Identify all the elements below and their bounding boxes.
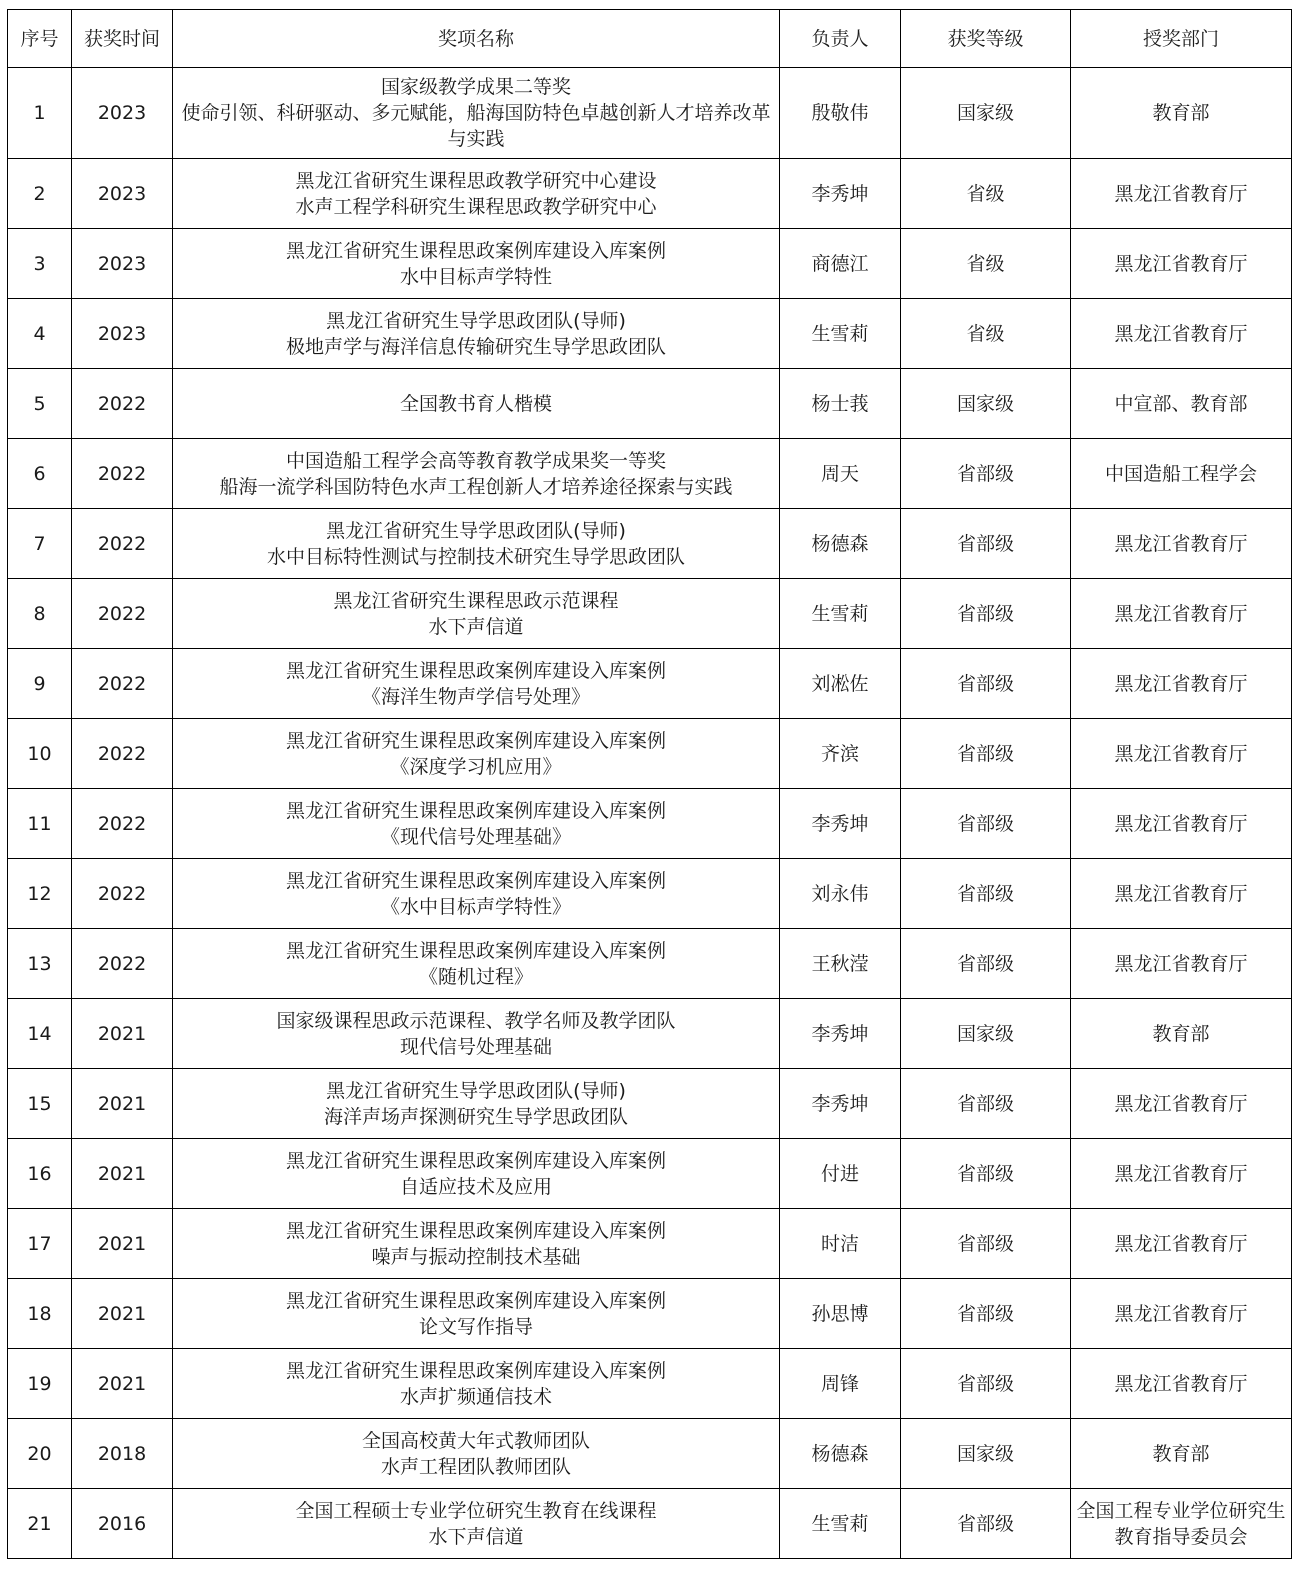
award-name-line: 黑龙江省研究生课程思政案例库建设入库案例	[285, 1149, 666, 1172]
cell-person: 王秋滢	[780, 929, 901, 999]
table-row	[8, 439, 1292, 509]
cell-level: 国家级	[901, 369, 1071, 439]
cell-year: 2016	[72, 1489, 173, 1559]
cell-department: 黑龙江省教育厅	[1071, 579, 1292, 649]
cell-year: 2022	[72, 649, 173, 719]
table-row	[8, 579, 1292, 649]
table-body	[8, 68, 1292, 1559]
header-person: 负责人	[780, 10, 901, 68]
cell-index: 11	[8, 789, 72, 859]
award-name-line: 黑龙江省研究生导学思政团队(导师)	[326, 1079, 626, 1102]
cell-year: 2022	[72, 719, 173, 789]
cell-level: 省部级	[901, 1139, 1071, 1209]
award-name-line: 黑龙江省研究生课程思政案例库建设入库案例	[285, 729, 666, 752]
cell-department: 黑龙江省教育厅	[1071, 649, 1292, 719]
cell-index: 6	[8, 439, 72, 509]
cell-department: 黑龙江省教育厅	[1071, 229, 1292, 299]
award-name-line: 自适应技术及应用	[399, 1175, 552, 1198]
cell-award-name	[173, 999, 780, 1069]
cell-department: 黑龙江省教育厅	[1071, 509, 1292, 579]
cell-person: 李秀坤	[780, 789, 901, 859]
cell-year: 2022	[72, 439, 173, 509]
cell-index: 7	[8, 509, 72, 579]
cell-award-name	[173, 859, 780, 929]
cell-level: 省部级	[901, 929, 1071, 999]
cell-person: 杨德森	[780, 509, 901, 579]
table-row	[8, 1209, 1292, 1279]
cell-department: 黑龙江省教育厅	[1071, 929, 1292, 999]
award-name-line: 水声扩频通信技术	[399, 1385, 552, 1408]
cell-index: 2	[8, 159, 72, 229]
cell-department: 中宣部、教育部	[1071, 369, 1292, 439]
cell-index: 13	[8, 929, 72, 999]
cell-person: 李秀坤	[780, 159, 901, 229]
cell-index: 3	[8, 229, 72, 299]
header-department: 授奖部门	[1071, 10, 1292, 68]
cell-award-name	[173, 299, 780, 369]
cell-award-name	[173, 1279, 780, 1349]
table-row	[8, 1419, 1292, 1489]
award-name-line: 《水中目标声学特性》	[380, 895, 571, 918]
table-row	[8, 789, 1292, 859]
cell-department: 黑龙江省教育厅	[1071, 1139, 1292, 1209]
cell-department: 黑龙江省教育厅	[1071, 159, 1292, 229]
table-row	[8, 229, 1292, 299]
cell-person: 殷敬伟	[780, 68, 901, 159]
table-row	[8, 719, 1292, 789]
cell-index: 4	[8, 299, 72, 369]
cell-award-name	[173, 229, 780, 299]
cell-department: 教育部	[1071, 68, 1292, 159]
award-name-line: 海洋声场声探测研究生导学思政团队	[323, 1105, 628, 1128]
table-row	[8, 159, 1292, 229]
cell-level: 省级	[901, 299, 1071, 369]
cell-index: 15	[8, 1069, 72, 1139]
award-name-line: 使命引领、科研驱动、多元赋能，船海国防特色卓越创新人才培养改革与实践	[181, 102, 771, 150]
cell-person: 付进	[780, 1139, 901, 1209]
cell-department: 黑龙江省教育厅	[1071, 719, 1292, 789]
cell-year: 2018	[72, 1419, 173, 1489]
cell-year: 2023	[72, 229, 173, 299]
cell-award-name	[173, 649, 780, 719]
cell-year: 2022	[72, 789, 173, 859]
cell-person: 李秀坤	[780, 1069, 901, 1139]
cell-level: 省部级	[901, 1209, 1071, 1279]
award-name-line: 黑龙江省研究生课程思政案例库建设入库案例	[285, 659, 666, 682]
cell-award-name	[173, 719, 780, 789]
awards-table	[7, 9, 1292, 1559]
cell-level: 省部级	[901, 1279, 1071, 1349]
header-year: 获奖时间	[72, 10, 173, 68]
cell-level: 省部级	[901, 719, 1071, 789]
cell-award-name	[173, 1419, 780, 1489]
award-name-line: 黑龙江省研究生课程思政教学研究中心建设	[295, 169, 657, 192]
cell-department: 黑龙江省教育厅	[1071, 1069, 1292, 1139]
cell-person: 孙思博	[780, 1279, 901, 1349]
cell-year: 2022	[72, 369, 173, 439]
cell-index: 12	[8, 859, 72, 929]
cell-person: 周天	[780, 439, 901, 509]
cell-year: 2021	[72, 999, 173, 1069]
cell-person: 商德江	[780, 229, 901, 299]
cell-year: 2023	[72, 68, 173, 159]
cell-department: 教育部	[1071, 999, 1292, 1069]
table-header-row	[8, 10, 1292, 68]
table-row	[8, 1069, 1292, 1139]
cell-department: 黑龙江省教育厅	[1071, 859, 1292, 929]
award-name-line: 船海一流学科国防特色水声工程创新人才培养途径探索与实践	[219, 475, 733, 498]
cell-level: 国家级	[901, 1419, 1071, 1489]
cell-person: 生雪莉	[780, 299, 901, 369]
award-name-line: 国家级教学成果二等奖	[380, 76, 571, 98]
award-name-line: 论文写作指导	[418, 1315, 533, 1338]
cell-year: 2023	[72, 299, 173, 369]
cell-department: 黑龙江省教育厅	[1071, 1209, 1292, 1279]
award-name-line: 国家级课程思政示范课程、教学名师及教学团队	[276, 1009, 676, 1032]
cell-award-name	[173, 1349, 780, 1419]
cell-department: 黑龙江省教育厅	[1071, 299, 1292, 369]
award-name-line: 极地声学与海洋信息传输研究生导学思政团队	[285, 335, 666, 358]
award-name-line: 《现代信号处理基础》	[380, 825, 571, 848]
cell-person: 生雪莉	[780, 579, 901, 649]
cell-award-name	[173, 1209, 780, 1279]
cell-year: 2023	[72, 159, 173, 229]
cell-level: 省部级	[901, 509, 1071, 579]
award-name-line: 黑龙江省研究生课程思政案例库建设入库案例	[285, 239, 666, 262]
table-row	[8, 509, 1292, 579]
cell-year: 2021	[72, 1069, 173, 1139]
cell-level: 国家级	[901, 999, 1071, 1069]
award-name-line: 《海洋生物声学信号处理》	[361, 685, 590, 708]
cell-award-name	[173, 1489, 780, 1559]
cell-award-name	[173, 509, 780, 579]
table-row	[8, 859, 1292, 929]
cell-year: 2021	[72, 1209, 173, 1279]
cell-index: 19	[8, 1349, 72, 1419]
cell-department: 黑龙江省教育厅	[1071, 1279, 1292, 1349]
award-name-line: 噪声与振动控制技术基础	[371, 1245, 581, 1268]
cell-person: 时洁	[780, 1209, 901, 1279]
table-row	[8, 649, 1292, 719]
award-name-line: 全国教书育人楷模	[399, 392, 552, 415]
cell-index: 9	[8, 649, 72, 719]
table-row	[8, 929, 1292, 999]
cell-department: 教育部	[1071, 1419, 1292, 1489]
cell-person: 生雪莉	[780, 1489, 901, 1559]
table-row	[8, 369, 1292, 439]
cell-year: 2021	[72, 1279, 173, 1349]
award-name-line: 黑龙江省研究生导学思政团队(导师)	[326, 309, 626, 332]
cell-index: 17	[8, 1209, 72, 1279]
cell-index: 18	[8, 1279, 72, 1349]
cell-year: 2022	[72, 579, 173, 649]
award-name-line: 黑龙江省研究生课程思政案例库建设入库案例	[285, 939, 666, 962]
cell-index: 20	[8, 1419, 72, 1489]
award-name-line: 全国高校黄大年式教师团队	[361, 1429, 590, 1452]
cell-award-name	[173, 789, 780, 859]
award-name-line: 黑龙江省研究生课程思政案例库建设入库案例	[285, 1219, 666, 1242]
cell-level: 省级	[901, 229, 1071, 299]
cell-index: 16	[8, 1139, 72, 1209]
table-row	[8, 299, 1292, 369]
table-row	[8, 999, 1292, 1069]
award-name-line: 黑龙江省研究生课程思政案例库建设入库案例	[285, 1289, 666, 1312]
table-row	[8, 1139, 1292, 1209]
cell-person: 杨士莪	[780, 369, 901, 439]
award-name-line: 中国造船工程学会高等教育教学成果奖一等奖	[285, 449, 666, 472]
award-name-line: 黑龙江省研究生导学思政团队(导师)	[326, 519, 626, 542]
cell-index: 5	[8, 369, 72, 439]
header-index: 序号	[8, 10, 72, 68]
award-name-line: 黑龙江省研究生课程思政案例库建设入库案例	[285, 799, 666, 822]
award-name-line: 黑龙江省研究生课程思政示范课程	[333, 589, 619, 612]
table-row	[8, 1349, 1292, 1419]
cell-department: 全国工程专业学位研究生教育指导委员会	[1071, 1489, 1292, 1559]
cell-level: 省级	[901, 159, 1071, 229]
cell-person: 刘永伟	[780, 859, 901, 929]
header-level: 获奖等级	[901, 10, 1071, 68]
cell-index: 10	[8, 719, 72, 789]
award-name-line: 《深度学习机应用》	[390, 755, 562, 778]
award-name-line: 黑龙江省研究生课程思政案例库建设入库案例	[285, 1359, 666, 1382]
table-row	[8, 68, 1292, 159]
award-name-line: 水下声信道	[428, 615, 524, 638]
cell-award-name	[173, 929, 780, 999]
cell-year: 2021	[72, 1139, 173, 1209]
cell-index: 14	[8, 999, 72, 1069]
cell-person: 李秀坤	[780, 999, 901, 1069]
cell-level: 省部级	[901, 649, 1071, 719]
cell-person: 齐滨	[780, 719, 901, 789]
cell-year: 2022	[72, 929, 173, 999]
cell-level: 省部级	[901, 1489, 1071, 1559]
cell-award-name	[173, 159, 780, 229]
cell-year: 2022	[72, 859, 173, 929]
cell-level: 省部级	[901, 1349, 1071, 1419]
award-name-line: 黑龙江省研究生课程思政案例库建设入库案例	[285, 869, 666, 892]
cell-department: 黑龙江省教育厅	[1071, 1349, 1292, 1419]
cell-index: 1	[8, 68, 72, 159]
cell-person: 刘凇佐	[780, 649, 901, 719]
cell-person: 周锋	[780, 1349, 901, 1419]
cell-department: 黑龙江省教育厅	[1071, 789, 1292, 859]
cell-level: 省部级	[901, 579, 1071, 649]
cell-level: 省部级	[901, 439, 1071, 509]
cell-award-name	[173, 369, 780, 439]
award-name-line: 水声工程学科研究生课程思政教学研究中心	[295, 195, 657, 218]
award-name-line: 全国工程硕士专业学位研究生教育在线课程	[295, 1499, 657, 1522]
cell-level: 国家级	[901, 68, 1071, 159]
cell-person: 杨德森	[780, 1419, 901, 1489]
cell-award-name	[173, 1069, 780, 1139]
cell-index: 21	[8, 1489, 72, 1559]
award-name-line: 《随机过程》	[418, 965, 533, 988]
cell-department: 中国造船工程学会	[1071, 439, 1292, 509]
header-award-name: 奖项名称	[173, 10, 780, 68]
cell-award-name	[173, 579, 780, 649]
table-row	[8, 1489, 1292, 1559]
cell-level: 省部级	[901, 859, 1071, 929]
cell-level: 省部级	[901, 1069, 1071, 1139]
award-name-line: 水声工程团队教师团队	[380, 1455, 571, 1478]
table-row	[8, 1279, 1292, 1349]
cell-year: 2022	[72, 509, 173, 579]
award-name-line: 现代信号处理基础	[399, 1035, 552, 1058]
cell-index: 8	[8, 579, 72, 649]
cell-level: 省部级	[901, 789, 1071, 859]
cell-award-name	[173, 439, 780, 509]
award-name-line: 水中目标声学特性	[399, 265, 552, 288]
cell-award-name	[173, 1139, 780, 1209]
cell-year: 2021	[72, 1349, 173, 1419]
cell-award-name	[173, 68, 780, 159]
award-name-line: 水中目标特性测试与控制技术研究生导学思政团队	[266, 545, 685, 568]
award-name-line: 水下声信道	[428, 1525, 524, 1548]
